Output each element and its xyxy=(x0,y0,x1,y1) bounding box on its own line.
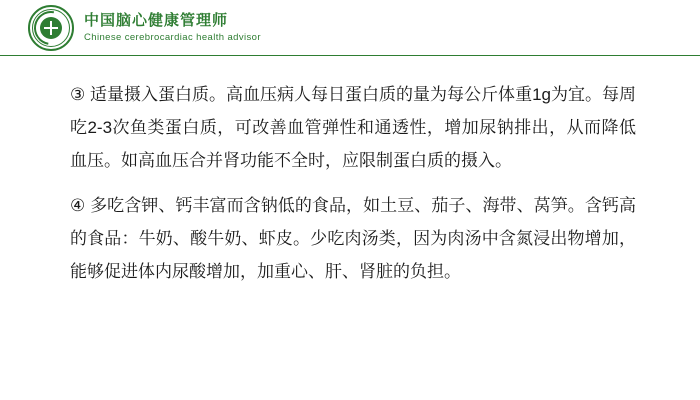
brand-text xyxy=(84,13,261,44)
slide-body xyxy=(70,78,636,288)
paragraph-4: ④ 多吃含钾、钙丰富而含钠低的食品，如土豆、茄子、海带、莴笋。含钙高的食品：牛奶、酸牛奶、虾皮。少吃肉汤类，因为肉汤中含氮浸出物增加，能够促进体内尿酸增加，加重心、肝、肾脏的负担。 xyxy=(70,196,636,281)
brand-title-en: Chinese cerebrocardiac health advisor xyxy=(84,32,261,44)
paragraph-3: ③ 适量摄入蛋白质。高血压病人每日蛋白质的量为每公斤体重1g为宜。每周吃2-3次鱼类蛋白质，可改善血管弹性和通透性，增加尿钠排出，从而降低血压。如高血压合并肾功能不全时，应限制蛋白质的摄入。 xyxy=(70,85,636,170)
logo-icon xyxy=(28,5,74,51)
logo-cross-emblem xyxy=(40,17,62,39)
slide-header xyxy=(0,0,700,56)
header-divider xyxy=(0,55,700,56)
brand-title-cn: 中国脑心健康管理师 xyxy=(84,11,229,29)
